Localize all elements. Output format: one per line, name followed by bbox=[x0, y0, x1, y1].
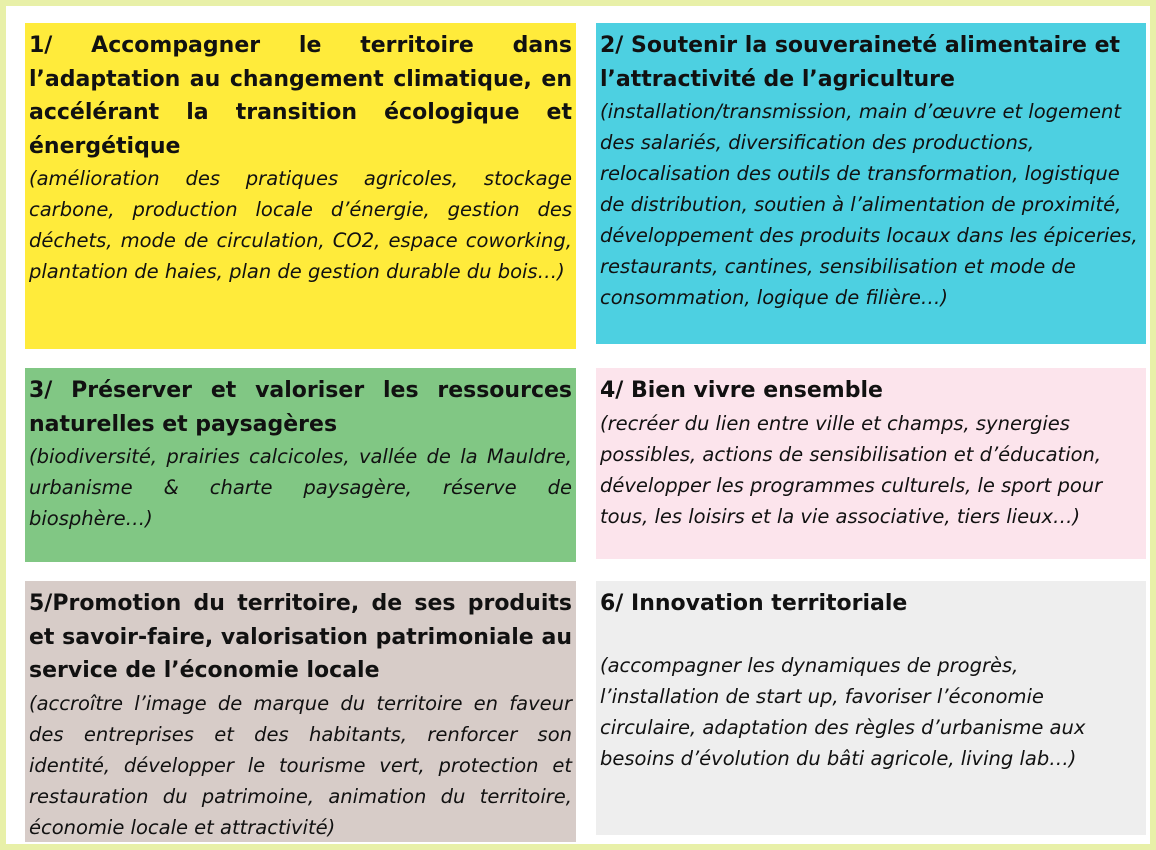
theme-description: (accroître l’image de marque du territoire en faveur des entreprises et des habitants, renforcer son identité, développer le tourisme vert, protection et restauration du patrimoine, animation du territoire, économie locale et attractivité) bbox=[29, 691, 572, 839]
theme-title: 6/ Innovation territoriale bbox=[600, 591, 908, 616]
theme-title: 5/Promotion du territoire, de ses produits et savoir-faire, valorisation patrimoniale au service de l’économie locale bbox=[29, 591, 572, 683]
theme-title: 1/ Accompagner le territoire dans l’adaptation au changement climatique, en accélérant la transition écologique et énergétique bbox=[29, 33, 572, 159]
theme-box-3 bbox=[25, 368, 576, 562]
theme-description: (biodiversité, prairies calcicoles, vallée de la Mauldre, urbanisme & charte paysagère, réserve de biosphère…) bbox=[29, 445, 572, 530]
theme-title: 4/ Bien vivre ensemble bbox=[600, 378, 883, 403]
theme-description: (amélioration des pratiques agricoles, stockage carbone, production locale d’énergie, gestion des déchets, mode de circulation, CO2, espace coworking, plantation de haies, plan de gestion durable du bois…) bbox=[29, 167, 572, 283]
theme-description: (accompagner les dynamiques de progrès, l’installation de start up, favoriser l’économie circulaire, adaptation des règles d’urbanisme aux besoins d’évolution du bâti agricole, living lab…) bbox=[600, 653, 1086, 770]
theme-box-6 bbox=[596, 581, 1146, 835]
theme-box-1 bbox=[25, 23, 576, 349]
theme-box-2 bbox=[596, 23, 1146, 344]
theme-title: 2/ Soutenir la souveraineté alimentaire et l’attractivité de l’agriculture bbox=[600, 33, 1121, 92]
theme-box-4 bbox=[596, 368, 1146, 559]
theme-description: (installation/transmission, main d’œuvre et logement des salariés, diversification des productions, relocalisation des outils de transformation, logistique de distribution, soutien à l’alimentation de proximité, développement des produits locaux dans les épiceries, restaurants, cantines, sensibilisation et mode de consommation, logique de filière…) bbox=[600, 100, 1138, 309]
theme-description: (recréer du lien entre ville et champs, synergies possibles, actions de sensibilisation et d’éducation, développer les programmes culturels, le sport pour tous, les loisirs et la vie associative, tiers lieux…) bbox=[600, 411, 1103, 528]
theme-box-5 bbox=[25, 581, 576, 842]
theme-title: 3/ Préserver et valoriser les ressources naturelles et paysagères bbox=[29, 378, 572, 437]
